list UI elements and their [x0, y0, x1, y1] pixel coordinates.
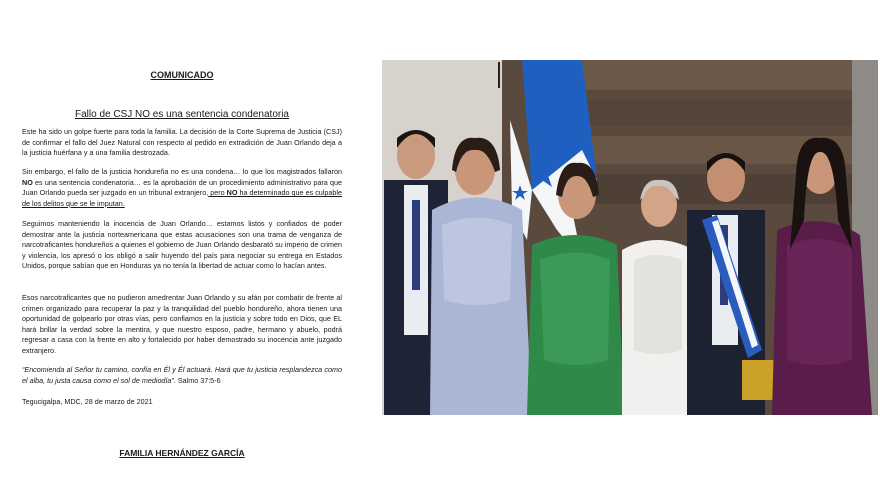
- dateline: Tegucigalpa, MDC, 28 de marzo de 2021: [22, 397, 153, 406]
- paragraph-2-underline-a: pero: [208, 188, 227, 197]
- paragraph-2-bold-no: NO: [22, 177, 33, 187]
- signature: FAMILIA HERNÁNDEZ GARCÍA: [119, 448, 245, 458]
- paragraph-4: Esos narcotraficantes que no pudieron amedrentar Juan Orlando y su afán por combatir de frente al crimen organizado para recuperar la paz y la tranquilidad del pueblo hondureño, ahora tienen una oportunidad de golpearlo por otras vías, pero confiamos en la justicia y sobre todo en Dios, que EL hará brillar la verdad sobre la mentira, y que nuestro esposo, padre, hermano y abuelo, podrá regresar a casa con la frente en alto y fortalecido por haber demostrado su inocencia ante juzgado extranjero.: [22, 293, 342, 355]
- paragraph-2-text-b: es una sentencia condenatoria… es la aprobación de un procedimiento administrativo para que Juan Orlando pueda ser juzgado en un tribunal extranjero,: [22, 177, 342, 197]
- paragraph-2-text-a: Sin embargo, el fallo de la justicia hondureña no es una condena… lo que los magistrados fallaron: [22, 167, 342, 176]
- press-release-document: [0, 0, 372, 477]
- scripture-quote: [22, 365, 342, 386]
- family-photo: [382, 60, 878, 415]
- paragraph-2-underline-b: ha determinado que es culpable de los delitos que se le imputan.: [22, 188, 342, 208]
- paragraph-3: Seguimos manteniendo la inocencia de Juan Orlando… estamos listos y confiados de poder demostrar ante la justicia norteamericana que estas acusaciones son una trama de venganza de narcotraficantes hondureños a quienes el gobierno de Juan Orlando desbarató su imperio de crimen y violencia, los apresó o los obligó a salir huyendo del país para negociar su entrega en Estados Unidos, porque sabían que en Honduras ya no tenía la libertad de actuar como lo hacían antes.: [22, 219, 342, 270]
- document-subtitle: Fallo de CSJ NO es una sentencia condenatoria: [74, 109, 289, 120]
- document-heading: COMUNICADO: [150, 70, 214, 80]
- quote-text: “Encomienda al Señor tu camino, confía en Él y Él actuará. Hará que tu justicia resplandezca como el alba, tu justa causa como el sol de mediodía”.: [22, 365, 342, 385]
- paragraph-1: Este ha sido un golpe fuerte para toda la familia. La decisión de la Corte Suprema de Justicia (CSJ) de confirmar el fallo del Juez Natural con respecto al pedido en extradición de Juan Orlando deja a la justicia huérfana y a una familia destrozada.: [22, 127, 342, 157]
- paragraph-2-bold-no-2: NO: [226, 188, 238, 197]
- quote-reference: Salmo 37:5-6: [175, 375, 221, 385]
- paragraph-2: [22, 167, 342, 209]
